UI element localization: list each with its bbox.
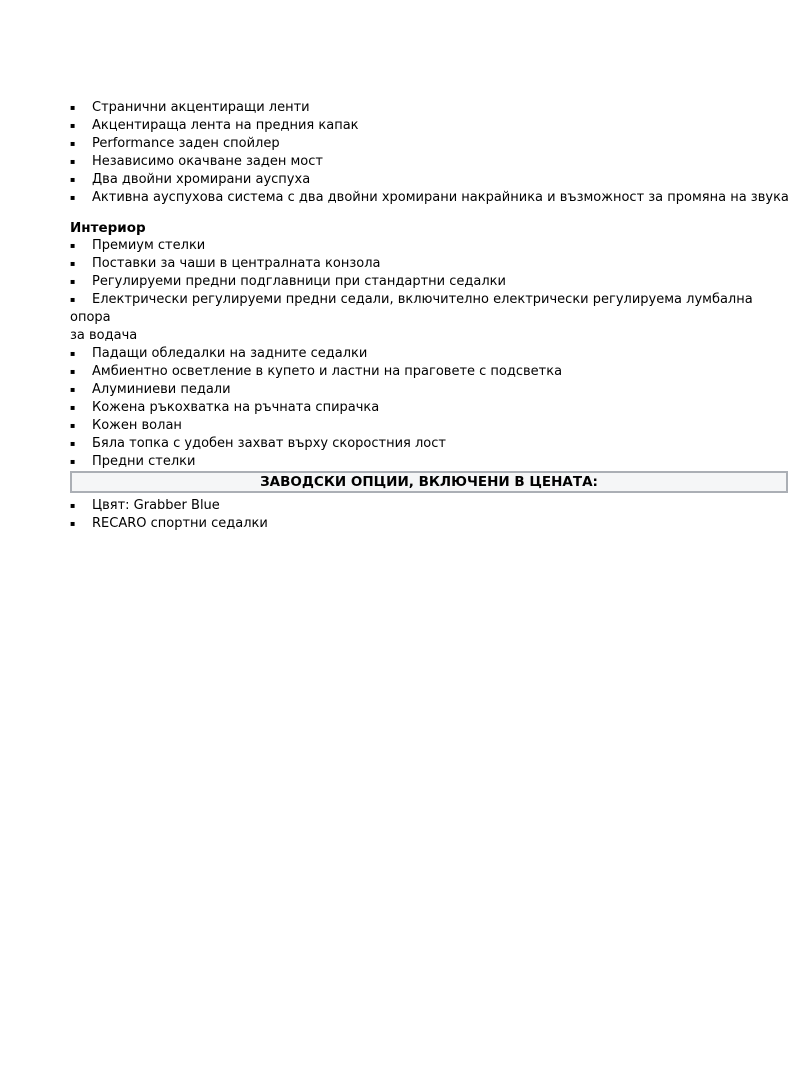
list-item	[70, 381, 770, 399]
list-item-text: Два двойни хромирани ауспуха	[92, 172, 311, 187]
section-heading-interior: Интериор	[70, 220, 146, 236]
list-item	[70, 363, 770, 381]
bullet-icon: ▪	[70, 121, 76, 130]
list-item	[70, 453, 770, 471]
list-item-text: Предни стелки	[92, 454, 196, 469]
factory-options-header-text: ЗАВОДСКИ ОПЦИИ, ВКЛЮЧЕНИ В ЦЕНАТА:	[260, 474, 598, 490]
bullet-icon: ▪	[70, 349, 76, 358]
list-item	[70, 515, 770, 533]
list-item	[70, 291, 770, 345]
list-item	[70, 497, 770, 515]
bullet-icon: ▪	[70, 421, 76, 430]
list-item	[70, 189, 789, 207]
list-item-text: Амбиентно осветление в купето и ластни на праговете с подсветка	[92, 364, 563, 379]
bullet-icon: ▪	[70, 175, 76, 184]
list-item	[70, 117, 770, 135]
list-item	[70, 135, 770, 153]
bullet-icon: ▪	[70, 259, 76, 268]
list-item	[70, 345, 770, 363]
list-item-text: RECARO спортни седалки	[92, 516, 268, 531]
list-item	[70, 273, 770, 291]
list-item	[70, 255, 770, 273]
bullet-icon: ▪	[70, 439, 76, 448]
bullet-icon: ▪	[70, 519, 76, 528]
list-item	[70, 171, 770, 189]
list-item-text: Акцентираща лента на предния капак	[92, 118, 359, 133]
list-item	[70, 99, 770, 117]
exterior-list	[70, 99, 789, 207]
bullet-icon: ▪	[70, 403, 76, 412]
list-item-text: Performance заден спойлер	[92, 136, 280, 151]
list-item-text: Кожен волан	[92, 418, 182, 433]
bullet-icon: ▪	[70, 241, 76, 250]
bullet-icon: ▪	[70, 157, 76, 166]
list-item-text: Бяла топка с удобен захват върху скоростния лост	[92, 436, 446, 451]
list-item-text: Електрически регулируеми предни седали, включително електрически регулируема лумбална опора	[70, 292, 753, 325]
list-item	[70, 237, 770, 255]
factory-options-list	[70, 497, 770, 533]
factory-options-header	[70, 471, 788, 493]
list-item-text: Цвят: Grabber Blue	[92, 498, 220, 513]
list-item-text: Независимо окачване заден мост	[92, 154, 323, 169]
list-item	[70, 399, 770, 417]
bullet-icon: ▪	[70, 385, 76, 394]
list-item	[70, 435, 770, 453]
bullet-icon: ▪	[70, 277, 76, 286]
bullet-icon: ▪	[70, 501, 76, 510]
bullet-icon: ▪	[70, 193, 76, 202]
list-item	[70, 417, 770, 435]
list-item-text: Поставки за чаши в централната конзола	[92, 256, 381, 271]
bullet-icon: ▪	[70, 457, 76, 466]
list-item-text: Активна ауспухова система с два двойни хромирани накрайника и възможност за промяна на звука	[92, 190, 789, 205]
list-item-text: Падащи обледалки на задните седалки	[92, 346, 368, 361]
list-item-text: Регулируеми предни подглавници при стандартни седалки	[92, 274, 506, 289]
bullet-icon: ▪	[70, 295, 76, 304]
bullet-icon: ▪	[70, 139, 76, 148]
list-item-text: Странични акцентиращи ленти	[92, 100, 310, 115]
list-item	[70, 153, 770, 171]
interior-list	[70, 237, 770, 471]
bullet-icon: ▪	[70, 367, 76, 376]
list-item-text: Премиум стелки	[92, 238, 206, 253]
list-item-text-continued: за водача	[70, 328, 138, 343]
list-item-text: Алуминиеви педали	[92, 382, 231, 397]
list-item-text: Кожена ръкохватка на ръчната спирачка	[92, 400, 380, 415]
bullet-icon: ▪	[70, 103, 76, 112]
